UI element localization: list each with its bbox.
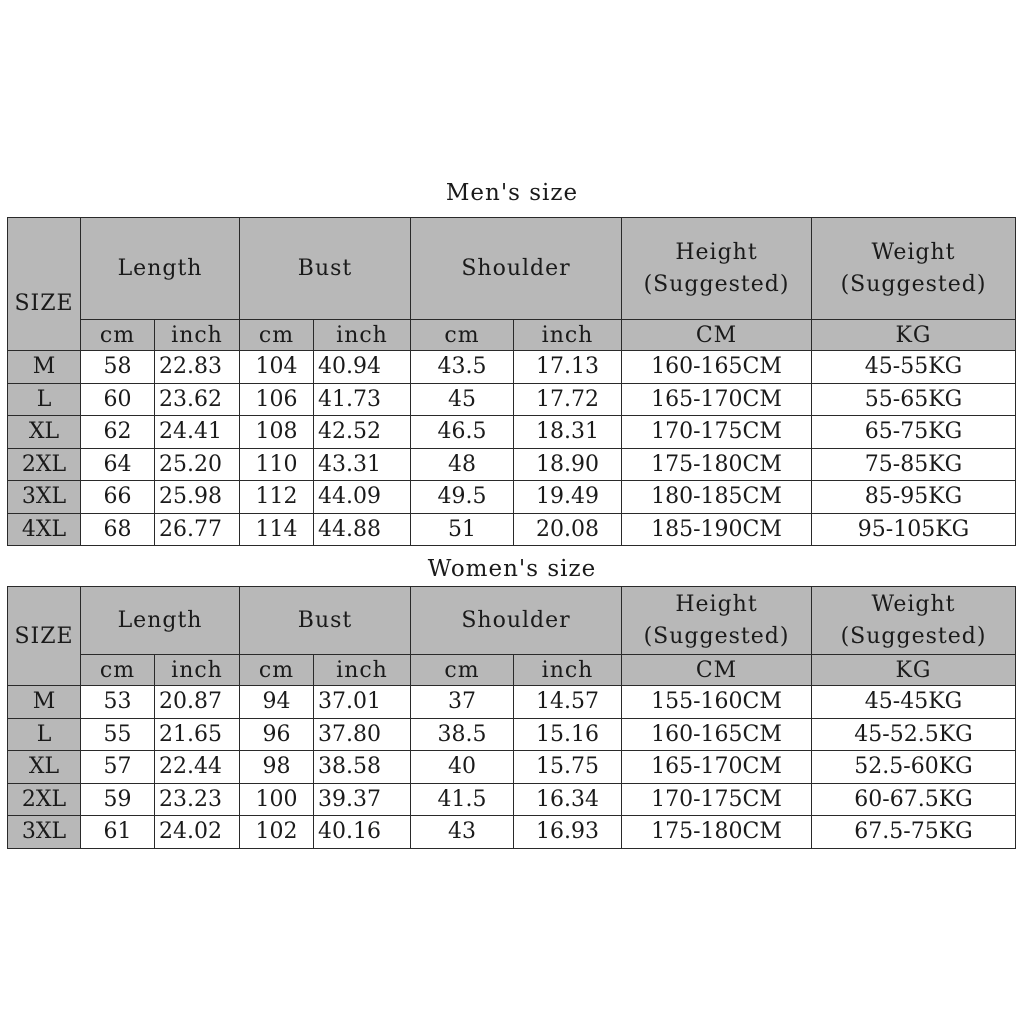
unit-header: CM — [622, 320, 812, 351]
unit-header: CM — [622, 655, 812, 686]
table-cell: 160-165CM — [622, 718, 812, 751]
table-cell: 21.65 — [155, 718, 240, 751]
table-cell: 24.02 — [155, 816, 240, 849]
table-cell: 22.83 — [155, 351, 240, 384]
table-row — [8, 416, 1016, 449]
unit-header: cm — [81, 655, 155, 686]
table-cell: 170-175CM — [622, 783, 812, 816]
men-size-title: Men's size — [445, 180, 579, 206]
height-header-line2: (Suggested) — [643, 271, 790, 297]
table-cell: 39.37 — [314, 783, 411, 816]
table-cell: 175-180CM — [622, 448, 812, 481]
table-cell: 51 — [411, 513, 514, 546]
table-cell: 16.93 — [514, 816, 622, 849]
table-cell: 110 — [240, 448, 314, 481]
table-row — [8, 383, 1016, 416]
table-cell: 160-165CM — [622, 351, 812, 384]
table-cell: 59 — [81, 783, 155, 816]
table-cell: 96 — [240, 718, 314, 751]
table-cell: 14.57 — [514, 686, 622, 719]
shoulder-header: Shoulder — [411, 587, 622, 655]
table-cell: 43.5 — [411, 351, 514, 384]
table-cell: 114 — [240, 513, 314, 546]
table-cell: 49.5 — [411, 481, 514, 514]
table-cell: 66 — [81, 481, 155, 514]
table-cell: 102 — [240, 816, 314, 849]
unit-row — [8, 320, 1016, 351]
table-cell: 44.88 — [314, 513, 411, 546]
table-cell: 38.58 — [314, 751, 411, 784]
table-cell: 17.13 — [514, 351, 622, 384]
table-cell: 41.5 — [411, 783, 514, 816]
weight-header-line1: Weight — [871, 591, 956, 617]
table-cell: 170-175CM — [622, 416, 812, 449]
table-cell: 53 — [81, 686, 155, 719]
table-cell: 37.01 — [314, 686, 411, 719]
table-cell: 75-85KG — [812, 448, 1016, 481]
table-cell: 100 — [240, 783, 314, 816]
unit-header: KG — [812, 655, 1016, 686]
weight-header-line2: (Suggested) — [840, 623, 987, 649]
table-cell: 40 — [411, 751, 514, 784]
table-cell: 85-95KG — [812, 481, 1016, 514]
table-cell: 43 — [411, 816, 514, 849]
table-cell: 175-180CM — [622, 816, 812, 849]
table-cell: 67.5-75KG — [812, 816, 1016, 849]
weight-header — [812, 587, 1016, 655]
size-header: SIZE — [8, 218, 81, 351]
bust-header: Bust — [240, 587, 411, 655]
height-header-line1: Height — [675, 239, 758, 265]
table-cell: 38.5 — [411, 718, 514, 751]
table-cell: 41.73 — [314, 383, 411, 416]
table-cell: 106 — [240, 383, 314, 416]
size-label: XL — [8, 416, 81, 449]
table-cell: 57 — [81, 751, 155, 784]
table-cell: 165-170CM — [622, 751, 812, 784]
height-header-line1: Height — [675, 591, 758, 617]
table-cell: 19.49 — [514, 481, 622, 514]
unit-header: cm — [81, 320, 155, 351]
unit-header: cm — [240, 320, 314, 351]
table-cell: 98 — [240, 751, 314, 784]
size-label: M — [8, 351, 81, 384]
shoulder-header: Shoulder — [411, 218, 622, 320]
unit-header: inch — [314, 320, 411, 351]
table-cell: 95-105KG — [812, 513, 1016, 546]
table-cell: 45-45KG — [812, 686, 1016, 719]
table-cell: 40.94 — [314, 351, 411, 384]
table-cell: 22.44 — [155, 751, 240, 784]
unit-header: inch — [155, 655, 240, 686]
unit-header: inch — [514, 320, 622, 351]
unit-row — [8, 655, 1016, 686]
table-cell: 44.09 — [314, 481, 411, 514]
unit-header: cm — [240, 655, 314, 686]
table-row — [8, 686, 1016, 719]
table-row — [8, 783, 1016, 816]
table-cell: 61 — [81, 816, 155, 849]
table-row — [8, 448, 1016, 481]
table-cell: 48 — [411, 448, 514, 481]
table-cell: 23.62 — [155, 383, 240, 416]
table-cell: 45 — [411, 383, 514, 416]
table-cell: 45-52.5KG — [812, 718, 1016, 751]
size-label: M — [8, 686, 81, 719]
table-row — [8, 816, 1016, 849]
men-size-table — [7, 217, 1016, 546]
table-cell: 37 — [411, 686, 514, 719]
table-cell: 25.98 — [155, 481, 240, 514]
table-cell: 40.16 — [314, 816, 411, 849]
size-label: 4XL — [8, 513, 81, 546]
table-cell: 24.41 — [155, 416, 240, 449]
table-cell: 42.52 — [314, 416, 411, 449]
length-header: Length — [81, 218, 240, 320]
table-cell: 46.5 — [411, 416, 514, 449]
table-cell: 94 — [240, 686, 314, 719]
table-cell: 17.72 — [514, 383, 622, 416]
table-cell: 185-190CM — [622, 513, 812, 546]
unit-header: inch — [514, 655, 622, 686]
table-cell: 52.5-60KG — [812, 751, 1016, 784]
table-cell: 43.31 — [314, 448, 411, 481]
unit-header: cm — [411, 320, 514, 351]
table-cell: 65-75KG — [812, 416, 1016, 449]
unit-header: cm — [411, 655, 514, 686]
table-cell: 68 — [81, 513, 155, 546]
table-row — [8, 718, 1016, 751]
table-row — [8, 751, 1016, 784]
unit-header: inch — [314, 655, 411, 686]
women-size-title: Women's size — [427, 556, 597, 582]
length-header: Length — [81, 587, 240, 655]
size-label: XL — [8, 751, 81, 784]
size-label: 3XL — [8, 816, 81, 849]
height-header-line2: (Suggested) — [643, 623, 790, 649]
table-row — [8, 513, 1016, 546]
size-header: SIZE — [8, 587, 81, 686]
table-row — [8, 481, 1016, 514]
unit-header: KG — [812, 320, 1016, 351]
table-cell: 112 — [240, 481, 314, 514]
table-cell: 104 — [240, 351, 314, 384]
height-header — [622, 218, 812, 320]
table-cell: 15.75 — [514, 751, 622, 784]
table-cell: 25.20 — [155, 448, 240, 481]
table-cell: 26.77 — [155, 513, 240, 546]
table-cell: 62 — [81, 416, 155, 449]
weight-header — [812, 218, 1016, 320]
table-cell: 64 — [81, 448, 155, 481]
unit-header: inch — [155, 320, 240, 351]
table-cell: 180-185CM — [622, 481, 812, 514]
table-cell: 15.16 — [514, 718, 622, 751]
table-cell: 58 — [81, 351, 155, 384]
table-cell: 45-55KG — [812, 351, 1016, 384]
table-cell: 23.23 — [155, 783, 240, 816]
table-cell: 18.90 — [514, 448, 622, 481]
size-label: L — [8, 718, 81, 751]
women-table-body — [8, 686, 1016, 849]
women-size-table — [7, 586, 1016, 849]
table-cell: 18.31 — [514, 416, 622, 449]
table-cell: 37.80 — [314, 718, 411, 751]
height-header — [622, 587, 812, 655]
size-label: 2XL — [8, 448, 81, 481]
table-cell: 20.87 — [155, 686, 240, 719]
table-cell: 155-160CM — [622, 686, 812, 719]
table-cell: 165-170CM — [622, 383, 812, 416]
size-label: 2XL — [8, 783, 81, 816]
size-label: 3XL — [8, 481, 81, 514]
weight-header-line2: (Suggested) — [840, 271, 987, 297]
men-table-body — [8, 351, 1016, 546]
table-row — [8, 351, 1016, 384]
bust-header: Bust — [240, 218, 411, 320]
table-cell: 55 — [81, 718, 155, 751]
weight-header-line1: Weight — [871, 239, 956, 265]
table-cell: 108 — [240, 416, 314, 449]
table-cell: 20.08 — [514, 513, 622, 546]
table-cell: 60 — [81, 383, 155, 416]
table-cell: 60-67.5KG — [812, 783, 1016, 816]
table-cell: 55-65KG — [812, 383, 1016, 416]
table-cell: 16.34 — [514, 783, 622, 816]
size-label: L — [8, 383, 81, 416]
